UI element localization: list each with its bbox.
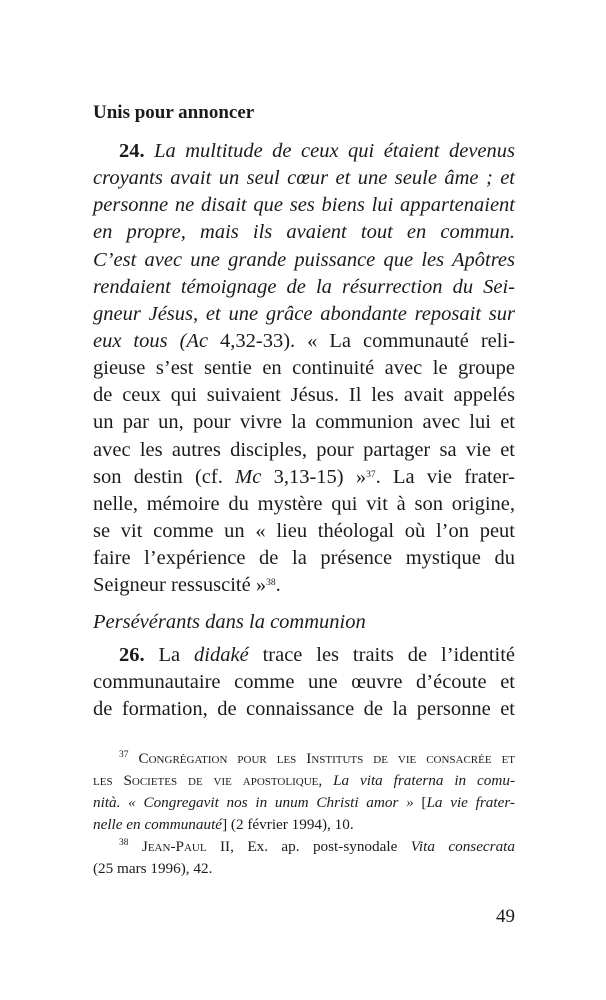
- para-line: 24. La multitude de ceux qui étaient devenus: [119, 140, 515, 162]
- paragraph-26: [93, 642, 515, 723]
- para-line: nelle, mémoire du mystère qui vit à son origine,: [93, 492, 515, 515]
- para-line: se vit comme un « lieu théologal où l’on peut: [93, 519, 515, 542]
- footnote-line: les Societes de vie apostolique, La vita fraterna in comu-: [93, 772, 515, 789]
- para-line: rendaient témoignage de la résurrection du Sei-: [93, 275, 515, 298]
- para-line: personne ne disait que ses biens lui appartenaient: [93, 194, 515, 217]
- paragraph-24: [93, 138, 515, 599]
- para-line: eux tous (Ac 4,32-33). « La communauté reli-: [93, 329, 515, 352]
- para-line: Seigneur ressuscité »$^{38}$.: [93, 574, 281, 597]
- footnote-38: $^{38}$ Jean-Paul II, Ex. ap. post-synodale Vita consecrata: [119, 838, 515, 855]
- footnote-mark: 38: [119, 838, 129, 848]
- para-line: en propre, mais ils avaient tout en commun.: [93, 221, 515, 244]
- para-line: gneur Jésus, et une grâce abondante reposait sur: [93, 302, 515, 325]
- footnote-line: (25 mars 1996), 42.: [93, 860, 213, 877]
- footnote-line: nelle en communauté] (2 février 1994), 10.: [93, 816, 354, 833]
- para-line: C’est avec une grande puissance que les Apôtres: [93, 248, 515, 271]
- para-line: 26. La didaké trace les traits de l’identité: [119, 644, 516, 666]
- section-heading: Unis pour annoncer: [93, 102, 255, 123]
- subsection-heading: Persévérants dans la communion: [93, 611, 366, 633]
- footnote-ref: 38: [266, 578, 276, 589]
- para-line: un par un, pour vivre la communion avec lui et: [93, 411, 515, 434]
- para-line: de ceux qui suivaient Jésus. Il les avait appelés: [93, 384, 515, 407]
- para-line: de formation, de connaissance de la personne et: [93, 698, 515, 721]
- footnotes: [93, 748, 515, 880]
- footnote-37: $^{37}$ Congrégation pour les Instituts de vie consacrée et: [119, 750, 516, 767]
- para-line: son destin (cf. Mc 3,13-15) »$^{37}$. La vie frater-: [93, 465, 515, 488]
- footnote-mark: 37: [119, 750, 129, 760]
- para-line: avec les autres disciples, pour partager sa vie et: [93, 438, 515, 461]
- paragraph-number: 24.: [119, 140, 145, 162]
- paragraph-number: 26.: [119, 644, 145, 666]
- footnote-ref: 37: [366, 469, 376, 480]
- page-number: 49: [496, 906, 515, 927]
- footnote-line: nità. « Congregavit nos in unum Christi amor » [La vie frater-: [93, 794, 515, 811]
- para-line: communautaire comme une œuvre d’écoute et: [93, 671, 515, 694]
- para-line: croyants avait un seul cœur et une seule âme ; et: [93, 167, 515, 190]
- para-line: gieuse s’est sentie en continuité avec le groupe: [93, 357, 515, 380]
- para-line: faire l’expérience de la présence mystique du: [93, 547, 515, 570]
